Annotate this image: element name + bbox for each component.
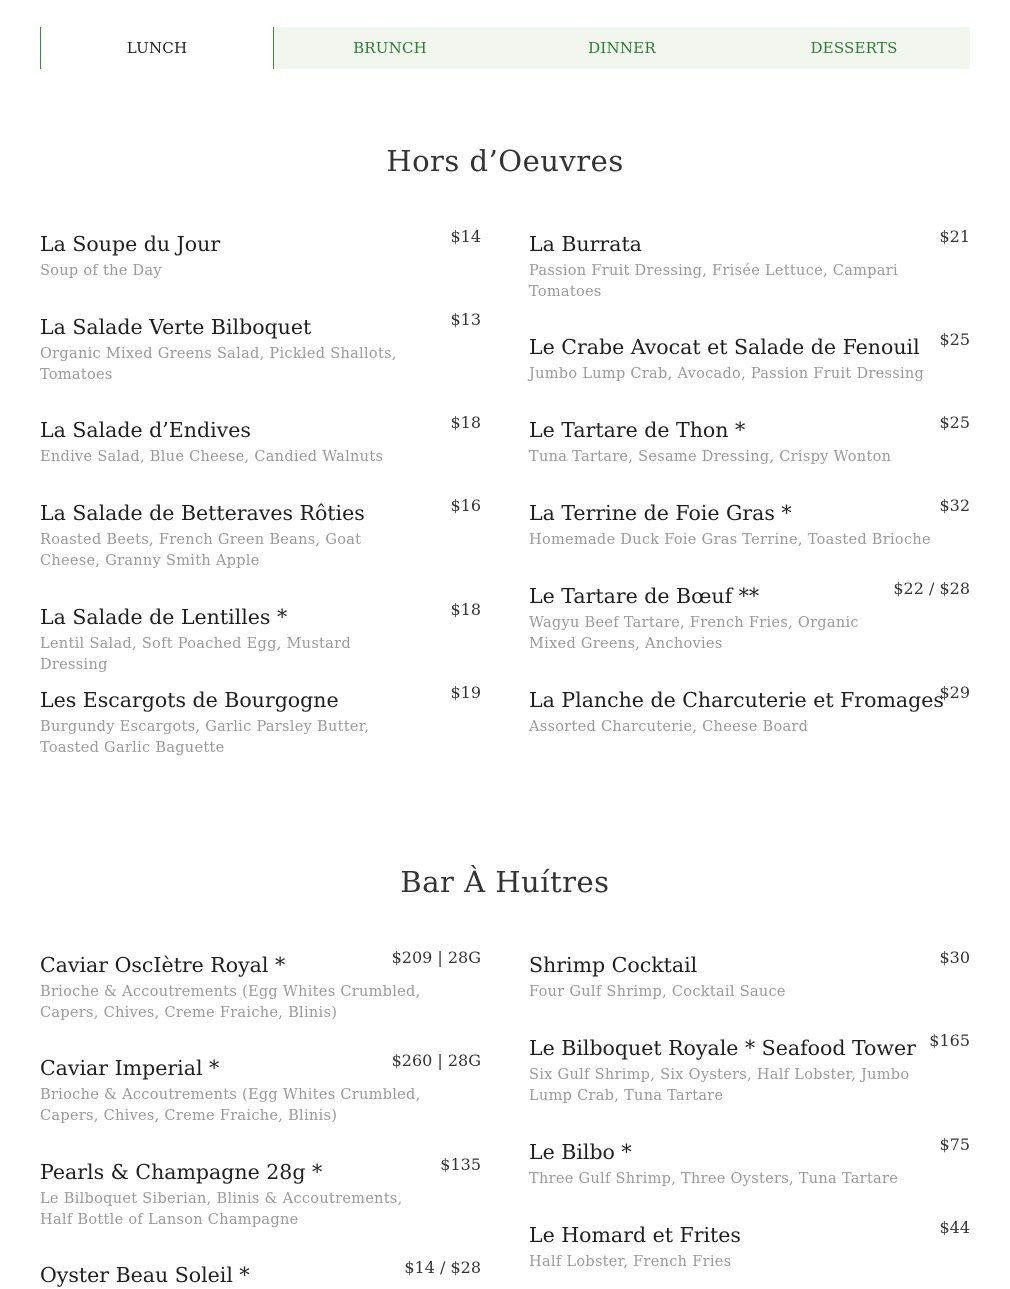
item-name: La Salade d’Endives: [40, 418, 251, 442]
item-price: $14 / $28: [404, 1258, 481, 1277]
item-price: $44: [939, 1218, 970, 1237]
item-description: Half Lobster, French Fries: [529, 1254, 732, 1270]
item-name: La Terrine de Foie Gras *: [529, 501, 792, 525]
item-name: Le Bilboquet Royale * Seafood Tower: [529, 1036, 916, 1060]
item-description: Brioche & Accoutrements (Egg Whites Crumbled, Capers, Chives, Creme Fraiche, Blinis): [40, 1087, 421, 1124]
item-description: Six Gulf Shrimp, Six Oysters, Half Lobster, Jumbo Lump Crab, Tuna Tartare: [529, 1067, 910, 1104]
menu-column-right: [529, 948, 970, 1273]
item-description: Endive Salad, Blue Cheese, Candied Walnuts: [40, 449, 384, 465]
item-name: Le Bilbo *: [529, 1140, 632, 1164]
tab-desserts[interactable]: DESSERTS: [810, 39, 898, 57]
item-price: $29: [939, 683, 970, 702]
menu-item: [529, 1135, 970, 1222]
item-name: Les Escargots de Bourgogne: [40, 688, 339, 712]
item-price: $18: [450, 413, 481, 432]
item-name: La Burrata: [529, 232, 642, 256]
item-description: Wagyu Beef Tartare, French Fries, Organic Mixed Greens, Anchovies: [529, 615, 859, 652]
item-description: Brioche & Accoutrements (Egg Whites Crumbled, Capers, Chives, Creme Fraiche, Blinis): [40, 984, 421, 1021]
item-price: $25: [939, 413, 970, 432]
menu-column-right: [529, 227, 970, 738]
menu-tabs: [40, 27, 970, 69]
menu-item: [529, 413, 970, 500]
menu-item: [40, 227, 481, 314]
item-price: $165: [929, 1031, 970, 1050]
menu-item: [529, 227, 970, 334]
section-title-hors-doeuvres: Hors d’Oeuvres: [386, 144, 624, 178]
item-name: La Soupe du Jour: [40, 232, 221, 256]
item-description: Jumbo Lump Crab, Avocado, Passion Fruit Dressing: [529, 366, 925, 382]
menu-item: [40, 600, 481, 687]
item-price: $135: [440, 1155, 481, 1174]
menu-item: [40, 1051, 481, 1159]
menu-item: [40, 1155, 481, 1262]
item-name: La Salade Verte Bilboquet: [40, 315, 312, 339]
menu-item: [40, 948, 481, 1055]
item-price: $13: [450, 310, 481, 329]
item-description: Tuna Tartare, Sesame Dressing, Crispy Wonton: [529, 449, 892, 465]
item-price: $16: [450, 496, 481, 515]
item-price: $14: [450, 227, 481, 246]
menu-item: [529, 496, 970, 583]
menu-item: [40, 310, 481, 417]
menu-item: [529, 948, 970, 1035]
item-description: Passion Fruit Dressing, Frisée Lettuce, Campari Tomatoes: [529, 263, 898, 300]
menu-item: [529, 1218, 970, 1273]
item-price: $25: [939, 330, 970, 349]
item-price: $18: [450, 600, 481, 619]
item-description: Four Gulf Shrimp, Cocktail Sauce: [529, 984, 786, 1000]
item-price: $19: [450, 683, 481, 702]
menu-column-left: [40, 227, 481, 758]
menu-item: [40, 1258, 481, 1288]
item-name: Caviar OscIètre Royal *: [40, 953, 286, 977]
item-price: $30: [939, 948, 970, 967]
menu-column-left: [40, 948, 481, 1288]
item-name: Le Homard et Frites: [529, 1223, 741, 1247]
menu-item: [40, 496, 481, 604]
item-description: Le Bilboquet Siberian, Blinis & Accoutrements, Half Bottle of Lanson Champagne: [40, 1191, 403, 1228]
item-description: Organic Mixed Greens Salad, Pickled Shallots, Tomatoes: [40, 346, 397, 383]
item-name: La Planche de Charcuterie et Fromages: [529, 688, 944, 712]
menu-item: [529, 330, 970, 417]
item-name: Pearls & Champagne 28g *: [40, 1160, 323, 1184]
tab-lunch[interactable]: LUNCH: [40, 27, 274, 69]
item-name: Caviar Imperial *: [40, 1056, 220, 1080]
item-price: $260 | 28G: [391, 1051, 481, 1070]
section-title-bar-a-huitres: Bar À Huítres: [400, 865, 610, 899]
item-description: Soup of the Day: [40, 263, 162, 279]
item-price: $75: [939, 1135, 970, 1154]
item-description: Roasted Beets, French Green Beans, Goat Cheese, Granny Smith Apple: [40, 532, 362, 569]
item-name: Le Crabe Avocat et Salade de Fenouil: [529, 335, 920, 359]
menu-item: [529, 683, 970, 738]
menu-item: [40, 683, 481, 758]
item-description: Lentil Salad, Soft Poached Egg, Mustard Dressing: [40, 636, 351, 673]
item-description: Burgundy Escargots, Garlic Parsley Butter, Toasted Garlic Baguette: [40, 719, 370, 756]
item-price: $32: [939, 496, 970, 515]
tab-brunch[interactable]: BRUNCH: [353, 39, 427, 57]
item-name: Le Tartare de Thon *: [529, 418, 746, 442]
item-description: Three Gulf Shrimp, Three Oysters, Tuna Tartare: [529, 1171, 899, 1187]
item-price: $22 / $28: [893, 579, 970, 598]
item-name: Oyster Beau Soleil *: [40, 1263, 250, 1287]
menu-item: [529, 579, 970, 687]
item-price: $209 | 28G: [391, 948, 481, 967]
item-description: Assorted Charcuterie, Cheese Board: [529, 719, 809, 735]
item-name: La Salade de Lentilles *: [40, 605, 288, 629]
menu-item: [40, 413, 481, 500]
item-name: La Salade de Betteraves Rôties: [40, 501, 365, 525]
tab-dinner[interactable]: DINNER: [588, 39, 656, 57]
menu-item: [529, 1031, 970, 1139]
item-price: $21: [939, 227, 970, 246]
item-name: Shrimp Cocktail: [529, 953, 698, 977]
item-name: Le Tartare de Bœuf **: [529, 584, 760, 608]
item-description: Homemade Duck Foie Gras Terrine, Toasted Brioche: [529, 532, 931, 548]
